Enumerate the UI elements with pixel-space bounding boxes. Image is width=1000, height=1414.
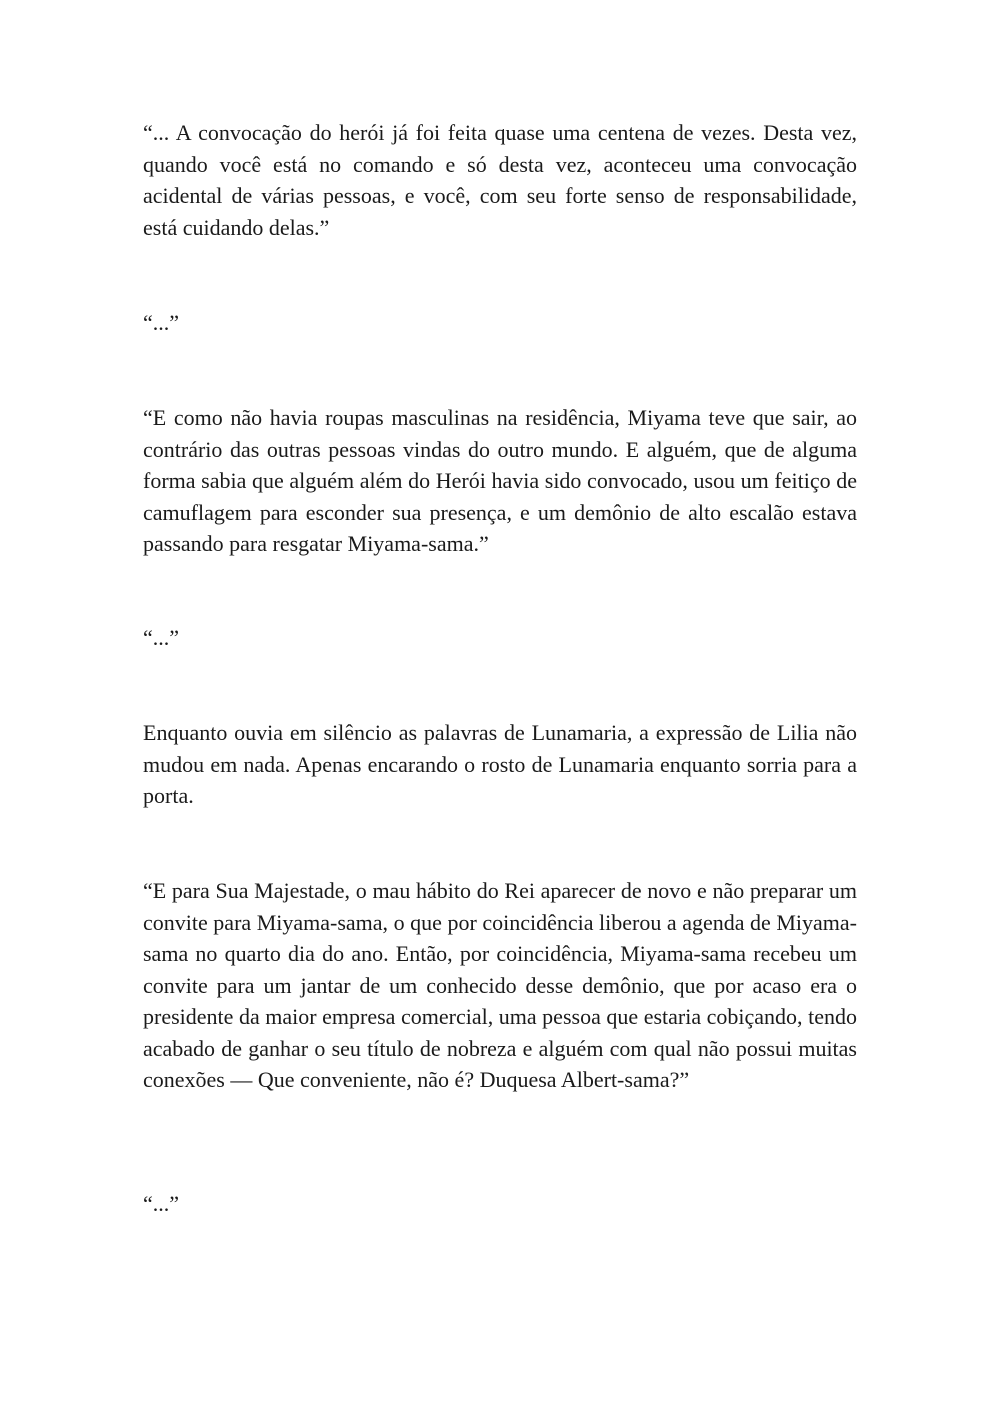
paragraph-miyama-rescue: “E como não havia roupas masculinas na residência, Miyama teve que sair, ao contrário das outras pessoas vindas do outro mundo. E alguém, que de alguma forma sabia que alguém além do Herói havia sido convocado, usou um feitiço de camuflagem para esconder sua presença, e um demônio de alto escalão estava passando para resgatar Miyama-sama.”	[143, 405, 857, 556]
paragraph-lilia-reaction: Enquanto ouvia em silêncio as palavras de Lunamaria, a expressão de Lilia não mudou em nada. Apenas encarando o rosto de Lunamaria enquanto sorria para a porta.	[143, 720, 857, 808]
paragraph-ellipsis: “...”	[143, 625, 180, 650]
paragraph-convocation: “... A convocação do herói já foi feita quase uma centena de vezes. Desta vez, quando você está no comando e só desta vez, aconteceu uma convocação acidental de várias pessoas, e você, com seu forte senso de responsabilidade, está cuidando delas.”	[143, 120, 857, 240]
paragraph-ellipsis: “...”	[143, 1191, 180, 1216]
paragraph-ellipsis: “...”	[143, 310, 180, 335]
paragraph-majesty-invitation: “E para Sua Majestade, o mau hábito do Rei aparecer de novo e não preparar um convite para Miyama-sama, o que por coincidência liberou a agenda de Miyama-sama no quarto dia do ano. Então, por coincidência, Miyama-sama recebeu um convite para um jantar de um conhecido desse demônio, que por acaso era o presidente da maior empresa comercial, uma pessoa que estaria cobiçando, tendo acabado de ganhar o seu título de nobreza e alguém com qual não possui muitas conexões — Que conveniente, não é? Duquesa Albert-sama?”	[143, 878, 857, 1092]
